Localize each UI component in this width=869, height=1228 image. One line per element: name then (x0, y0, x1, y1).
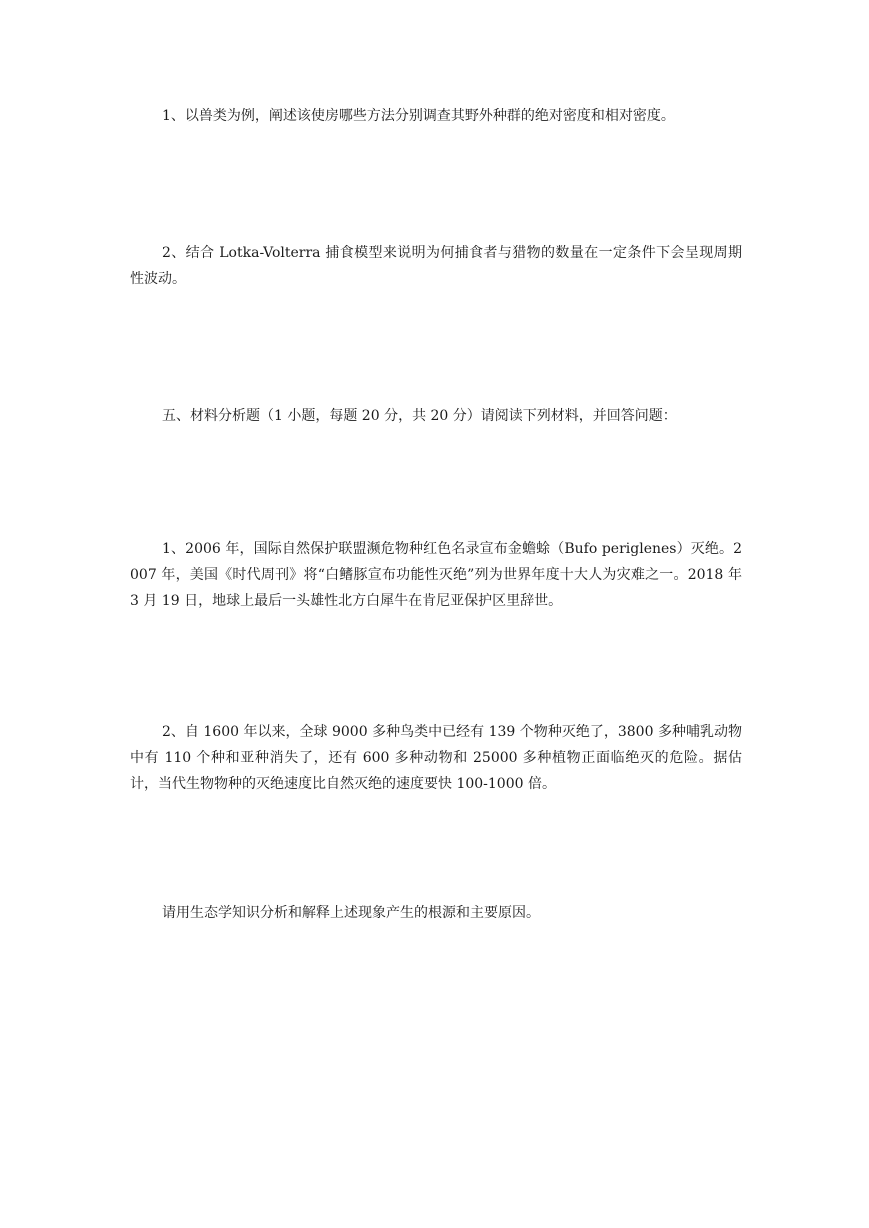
question-2: 2、结合 Lotka-Volterra 捕食模型来说明为何捕食者与猎物的数量在一定条件下会呈现周期性波动。 (130, 245, 742, 287)
analysis-prompt: 请用生态学知识分析和解释上述现象产生的根源和主要原因。 (162, 905, 540, 921)
section-5-heading: 五、材料分析题（1 小题，每题 20 分，共 20 分）请阅读下列材料，并回答问题： (162, 408, 677, 424)
material-2: 2、自 1600 年以来，全球 9000 多种鸟类中已经有 139 个物种灭绝了，3800 多种哺乳动物中有 110 个种和亚种消失了，还有 600 多种动物和 25000 多种植物正面临绝灭的危险。据估计，当代生物物种的灭绝速度比自然灭绝的速度要快 100-1000 倍。 (130, 724, 742, 792)
material-1: 1、2006 年，国际自然保护联盟濒危物种红色名录宣布金蟾蜍（Bufo periglenes）灭绝。2007 年，美国《时代周刊》将“白鳍豚宣布功能性灭绝”列为世界年度十大人为灾难之一。2018 年 3 月 19 日，地球上最后一头雄性北方白犀牛在肯尼亚保护区里辞世。 (130, 541, 742, 609)
question-1: 1、以兽类为例，阐述该使房哪些方法分别调查其野外种群的绝对密度和相对密度。 (162, 108, 675, 124)
